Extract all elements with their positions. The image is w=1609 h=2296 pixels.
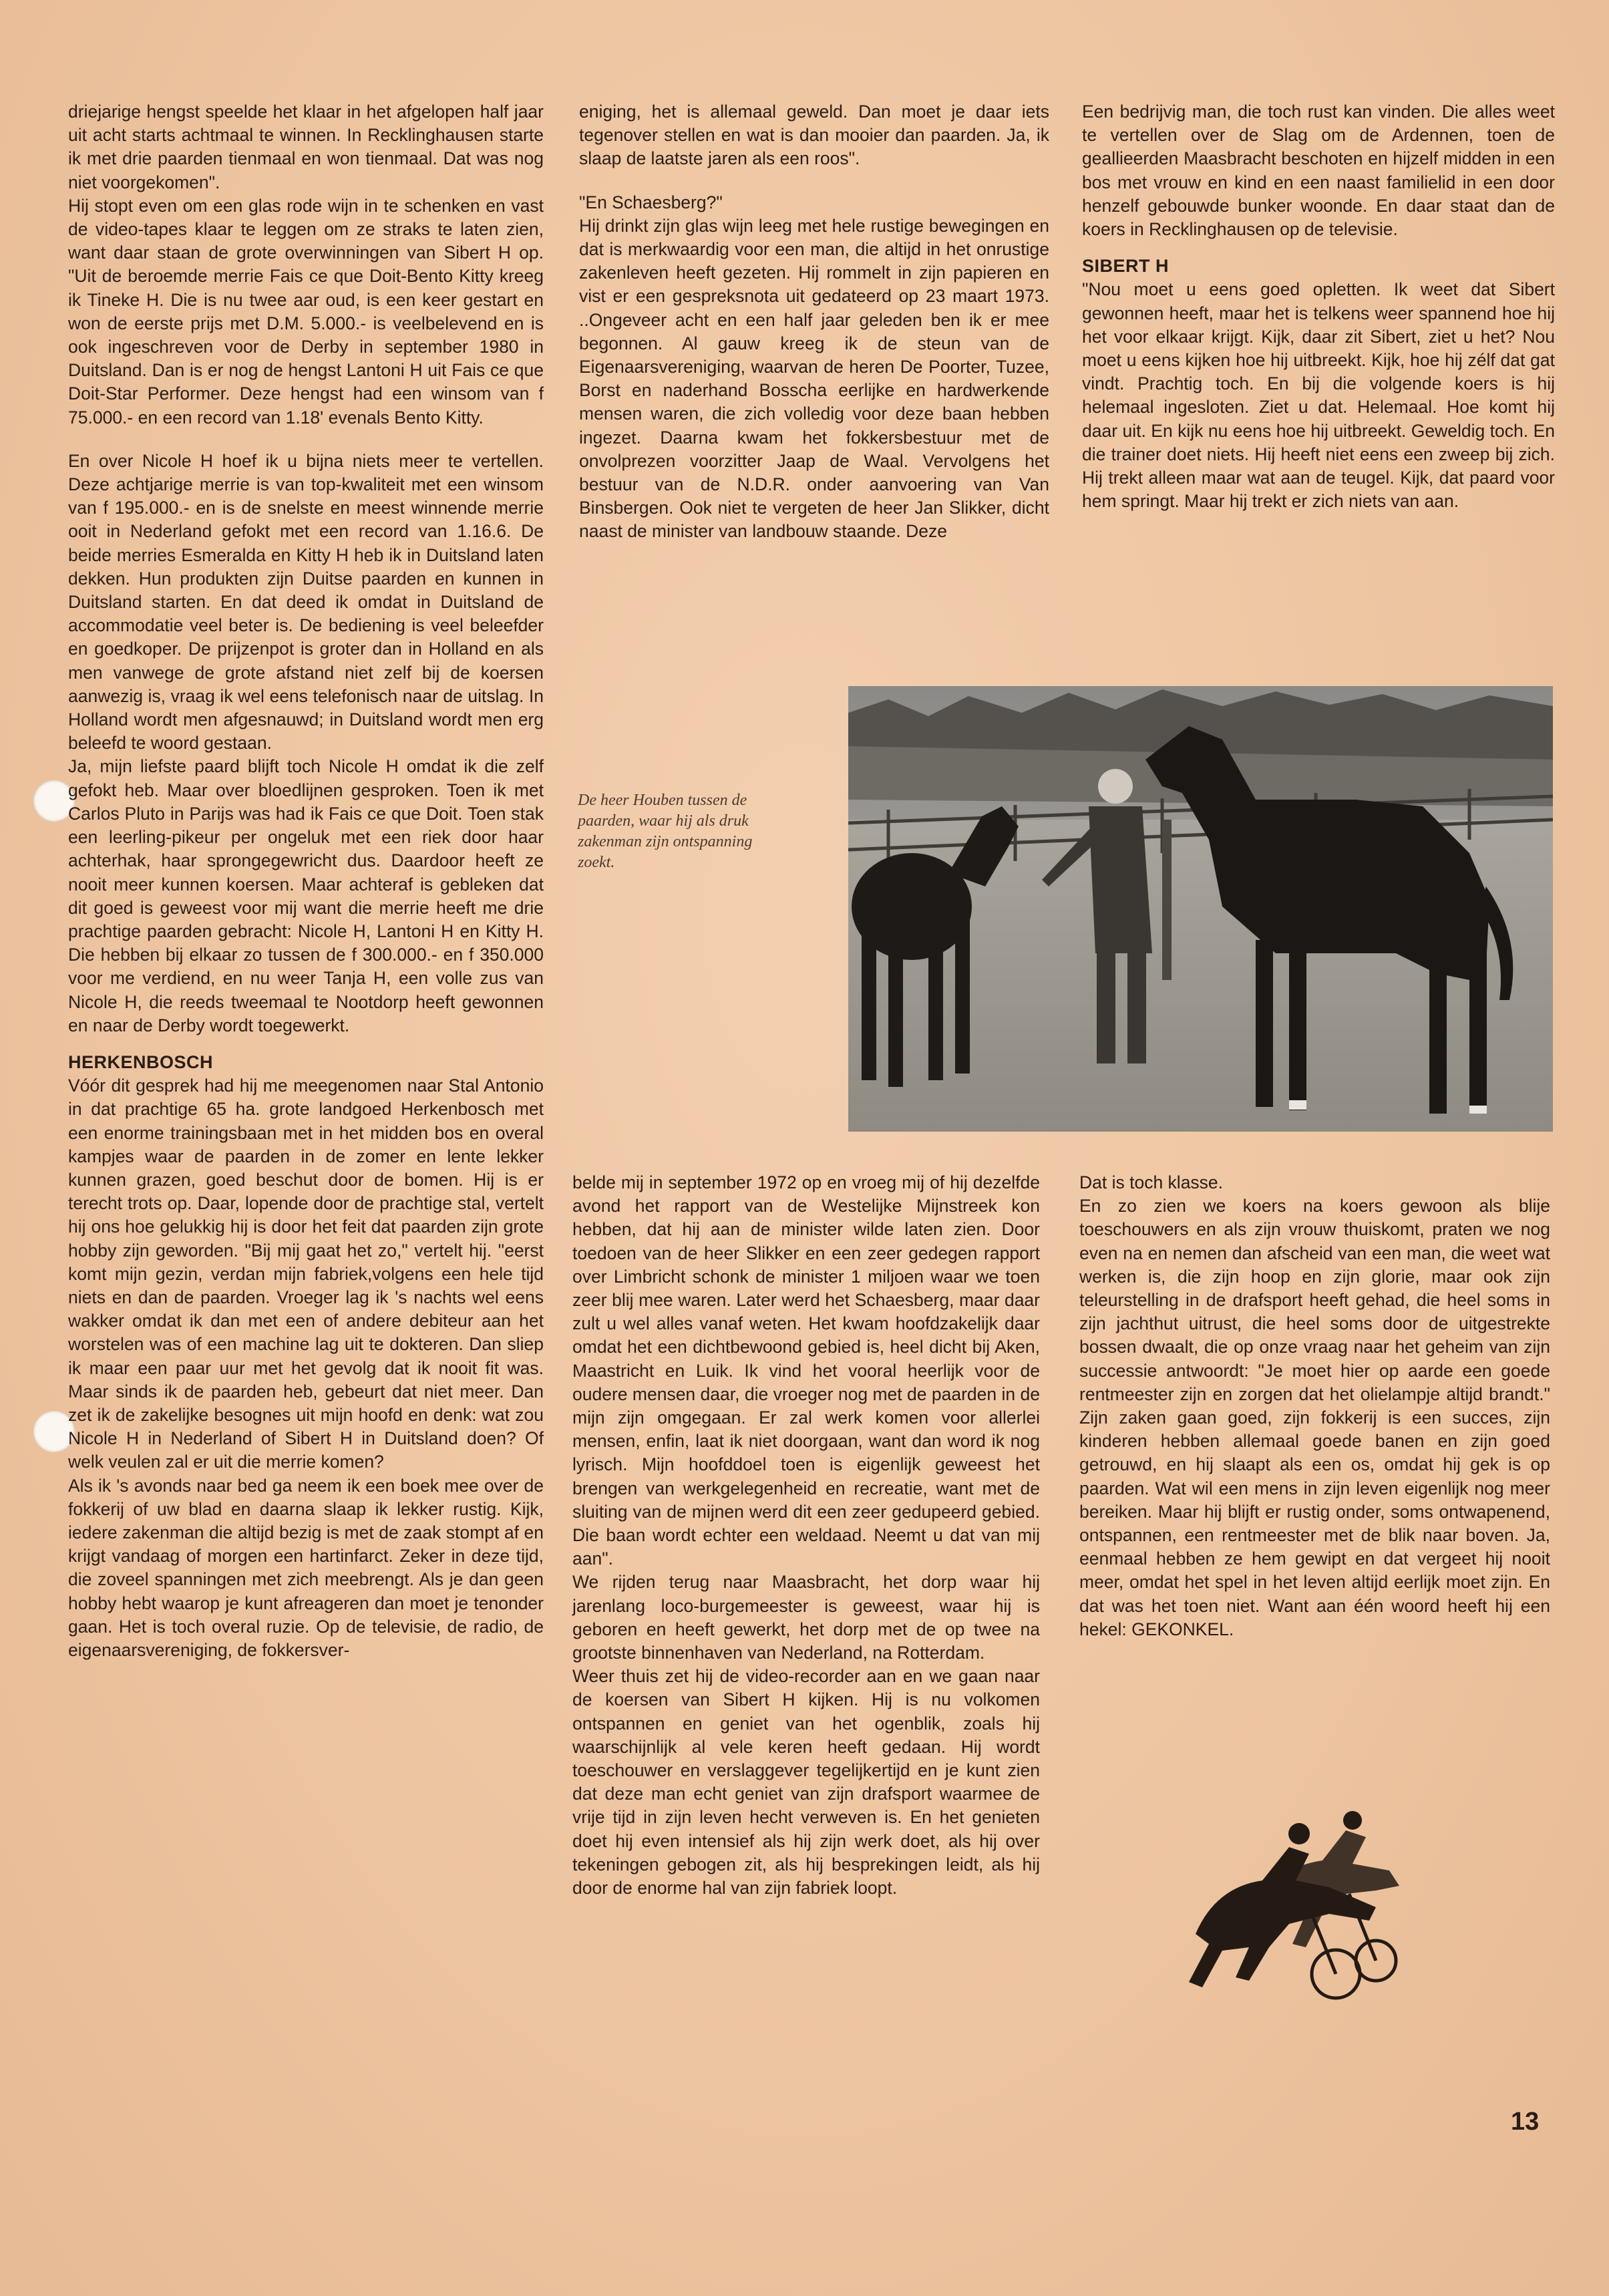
heading-sibert-h: SIBERT H <box>1082 256 1170 277</box>
col3-bottom-paragraph-1: Dat is toch klasse. <box>1079 1172 1224 1192</box>
col2-paragraph-1: eniging, het is allemaal geweld. Dan moet je daar iets tegenover stellen en wat is dan mooier dan paarden. Ja, ik slaap de laatste jaren als een roos". <box>579 102 1049 169</box>
horses-photo-illustration <box>848 686 1553 1132</box>
col1-paragraph-6: Als ik 's avonds naar bed ga neem ik een boek mee over de fokkerij of uw blad en daarna slaap ik lekker rustig. Kijk, iedere zakenman die altijd bezig is met de zaak stompt af en krijgt vandaag of morgen een hartinfarct. Zeker in deze tijd, die zoveel spanningen met zich meebrengt. Als je dan geen hobby hebt waarop je kunt afreageren dan moet je tenonder gaan. Het is toch overal ruzie. Op de televisie, de radio, de eigenaarsvereniging, de fokkersver- <box>68 1475 544 1660</box>
column-1 <box>68 100 544 1662</box>
col2-bottom-paragraph-3: Weer thuis zet hij de video-recorder aan en we gaan naar de koersen van Sibert H kijken. Hij is nu volkomen ontspannen en geniet van het ogenblik, zoals hij waarschijnlijk al vele keren heeft gedaan. Hij wordt toeschouwer en verslaggever tegelijkertijd en je kunt zien dat deze man echt geniet van zijn drafsport waarmee de vrije tijd in zijn leven hecht verweven is. En het genieten doet hij even intensief als hij zijn werk doet, als hij over tekeningen gebogen zit, als hij besprekingen leidt, als hij door de enorme hal van zijn fabriek loopt. <box>572 1666 1040 1899</box>
page-number: 13 <box>1511 2108 1540 2136</box>
col2-paragraph-3: Hij drinkt zijn glas wijn leeg met hele rustige bewegingen en dat is merkwaardig voor een man, die altijd in het onrustige zakenleven heeft gezeten. Hij rommelt in zijn papieren en vist er een gespreksnota uit gedateerd op 23 maart 1973. ..Ongeveer acht en een half jaar geleden ben ik er mee begonnen. Al gauw kreeg ik de steun van de Eigenaarsvereniging, waarvan de heren De Poorter, Tuzee, Borst en naderhand Bosscha eerlijke en hardwerkende mensen waren, die zich volledig voor deze baan hebben ingezet. Daarna kwam het fokkersbestuur met de onvolprezen voorzitter Jaap de Waal. Vervolgens het bestuur van de N.D.R. onder aanvoering van Van Binsbergen. Ook niet te vergeten de heer Jan Slikker, dicht naast de minister van landbouw staande. Deze <box>579 215 1049 542</box>
horses-photo <box>848 686 1553 1132</box>
photo-caption: De heer Houben tussen de paarden, waar hij als druk zakenman zijn ontspanning zoekt. <box>578 792 753 871</box>
column-2-bottom <box>572 1171 1040 1900</box>
column-2-top <box>579 100 1049 544</box>
col3-paragraph-2: "Nou moet u eens goed opletten. Ik weet dat Sibert gewonnen heeft, maar het is telkens weer spannend hoe hij het voor elkaar krijgt. Kijk, daar zit Sibert, ziet u het? Nou moet u eens kijken hoe hij uitbreekt. Kijk, hoe hij zélf dat gat vindt. Prachtig toch. En bij die volgende koers is hij helemaal ingesloten. Ziet u dat. Helemaal. Hoe komt hij daar uit. En kijk nu eens hoe hij uitbreekt. Geweldig toch. En die trainer doet niets. Hij heeft niet eens een zweep bij zich. Hij trekt alleen maar wat aan de teugel. Kijk, dat paard voor hem springt. Maar hij trekt er zich niets van aan. <box>1082 279 1555 512</box>
trotting-horses-icon <box>1176 1807 1403 2004</box>
col1-paragraph-5: Vóór dit gesprek had hij me meegenomen naar Stal Antonio in dat prachtige 65 ha. grote landgoed Herkenbosch met een enorme trainingsbaan met in het midden bos en overal kampjes waar de paarden in de zomer en lente lekker kunnen grazen, goed beschut door de bomen. Hij is er terecht trots op. Daar, lopende door de prachtige stal, vertelt hij ons hoe gelukkig hij is door het feit dat paarden zijn grote hobby zijn geworden. "Bij mij gaat het zo," vertelt hij. "eerst komt mijn gezin, verdan mijn fabriek,volgens een hele tijd niets en dan de paarden. Vroeger lag ik 's nachts wel eens wakker omdat ik dan met een of andere debiteur aan het worstelen was of een machine lag uit te dokteren. Dan sliep ik maar een paar uur met het gevolg dat ik nooit fit was. Maar sinds ik de paarden heb, gebeurt dat niet meer. Dan zet ik de zakelijke besognes uit mijn hoofd en denk: wat zou Nicole H in Nederland of Sibert H in Duitsland doen? Of welk veulen zal er uit die merrie komen? <box>68 1076 544 1472</box>
col2-bottom-paragraph-2: We rijden terug naar Maasbracht, het dorp waar hij jarenlang loco-burgemeester is geweest, waar hij is geboren en heeft gewerkt, het dorp met de op twee na grootste binnenhaven van Nederland, na Rotterdam. <box>572 1572 1040 1663</box>
col3-paragraph-1: Een bedrijvig man, die toch rust kan vinden. Die alles weet te vertellen over de Slag om de Ardennen, toen de geallieerden Maasbracht beschoten en hijzelf midden in een bos met vrouw en kind en een naast familielid in een door henzelf gebouwde bunker woonde. En daar staat dan de koers in Recklinghausen op de televisie. <box>1082 102 1555 240</box>
col1-paragraph-2: Hij stopt even om een glas rode wijn in te schenken en vast de video-tapes klaar te leggen om ze straks te laten zien, want daar staan de grote overwinningen van Sibert H op. "Uit de beroemde merrie Fais ce que Doit-Bento Kitty kreeg ik Tineke H. Die is nu twee aar oud, is een keer gestart en won de eerste prijs met D.M. 5.000.- is veelbelevend en is ook ingeschreven voor de Derby in september 1980 in Duitsland. Dan is er nog de hengst Lantoni H uit Fais ce que Doit-Star Performer. Deze hengst had een winsom van f 75.000.- en een record van 1.18' evenals Bento Kitty. <box>68 195 544 428</box>
col1-paragraph-4: Ja, mijn liefste paard blijft toch Nicole H omdat ik die zelf gefokt heb. Maar over bloedlijnen gesproken. Toen ik met Carlos Pluto in Parijs was had ik Fais ce que Doit. Toen stak een leerling-pikeur per ongeluk met een riek door haar achterhak, haar sprongegewricht dus. Daardoor heeft ze nooit meer kunnen koersen. Maar achteraf is gebleken dat dit goed is geweest voor mij want die merrie heeft me drie prachtige paarden gebracht: Nicole H, Lantoni H en Kitty H. Die hebben bij elkaar zo tussen de f 300.000.- en f 350.000 voor me verdiend, en nu weer Tanja H, een volle zus van Nicole H, die reeds tweemaal te Nootdorp heeft gewonnen en naar de Derby wordt toegewerkt. <box>68 756 544 1035</box>
harness-racing-illustration <box>1176 1807 1403 2004</box>
col2-paragraph-2: "En Schaesberg?" <box>579 192 723 212</box>
col1-paragraph-3: En over Nicole H hoef ik u bijna niets meer te vertellen. Deze achtjarige merrie is van top-kwaliteit met een winsom van f 195.000.- en is de snelste en meest winnende merrie ooit in Nederland gefokt met een record van 1.16.6. De beide merries Esmeralda en Kitty H heb ik in Duitsland laten dekken. Hun produkten zijn Duitse paarden en kunnen in Duitsland starten. En dat deed ik omdat in Duitsland de accommodatie veel beter is. De bediening is veel beleefder en goedkoper. De prijzenpot is groter dan in Holland en als men vanwege de grote afstand niet zelf bij de koersen aanwezig is, vraag ik wel eens telefonisch naar de uitslag. In Holland wordt men afgesnauwd; in Duitsland wordt men erg beleefd te woord gestaan. <box>68 450 544 754</box>
heading-herkenbosch: HERKENBOSCH <box>68 1051 214 1072</box>
column-3-bottom <box>1079 1171 1550 1641</box>
col2-bottom-paragraph-1: belde mij in september 1972 op en vroeg mij of hij dezelfde avond het rapport van de Westelijke Mijnstreek kon hebben, dat hij aan de minister wilde laten zien. Door toedoen van de heer Slikker en een zeer gedegen rapport over Limbricht schonk de minister 1 miljoen waar we toen zeer blij mee waren. Later werd het Schaesberg, maar daar zult u wel alles vanaf weten. Het kwam hoofdzakelijk daar omdat het een dichtbewoond gebied is, heel dicht bij Aken, Maastricht en Luik. Ik vind het vooral heerlijk voor de oudere mensen daar, die vroeger nog met de paarden in de mijn zijn omgegaan. Er zal werk komen voor allerlei mensen, enfin, laat ik niet doorgaan, want dan word ik nog lyrisch. Mijn hoofddoel toen is eigenlijk geweest het brengen van werkgelegenheid en recreatie, want met de sluiting van de mijnen werd dit een zeer gedupeerd gebied. Die baan wordt echter een weldaad. Neemt u dat van mij aan". <box>572 1172 1040 1569</box>
col3-bottom-paragraph-2: En zo zien we koers na koers gewoon als blije toeschouwers en als zijn vrouw thuiskomt, praten we nog even na en nemen dan afscheid van een man, die weet wat werken is, die zijn hoop en zijn glorie, maar ook zijn teleurstelling in de drafsport heeft gehad, die heel soms in zijn jachthut uitrust, die heel soms door de uitgestrekte bossen dwaalt, die op onze vraag naar het geheim van zijn successie antwoordt: "Je moet hier op aarde een goede rentmeester zijn en zorgen dat het olielampje altijd brandt." Zijn zaken gaan goed, zijn fokkerij is een succes, zijn kinderen hebben allemaal goede banen en zijn goed getrouwd, en hij slaapt als een os, omdat hij gek is op paarden. Wat wil een mens in zijn leven eigenlijk nog meer bereiken. Maar hij blijft er rustig onder, soms ontwapenend, ontspannen, een rentmeester met de blik naar boven. Ja, eenmaal hebben ze hem gewipt en dat vergeet hij nooit meer, omdat het spel in het leven altijd eerlijk moet zijn. En dat was het toen niet. Want aan één woord heeft hij een hekel: GEKONKEL. <box>1079 1196 1550 1639</box>
column-3-top <box>1082 100 1555 513</box>
col1-paragraph-1: driejarige hengst speelde het klaar in het afgelopen half jaar uit acht starts achtmaal te winnen. In Recklinghausen starte ik met drie paarden tienmaal en won tienmaal. Dat was nog niet voorgekomen". <box>68 102 544 192</box>
